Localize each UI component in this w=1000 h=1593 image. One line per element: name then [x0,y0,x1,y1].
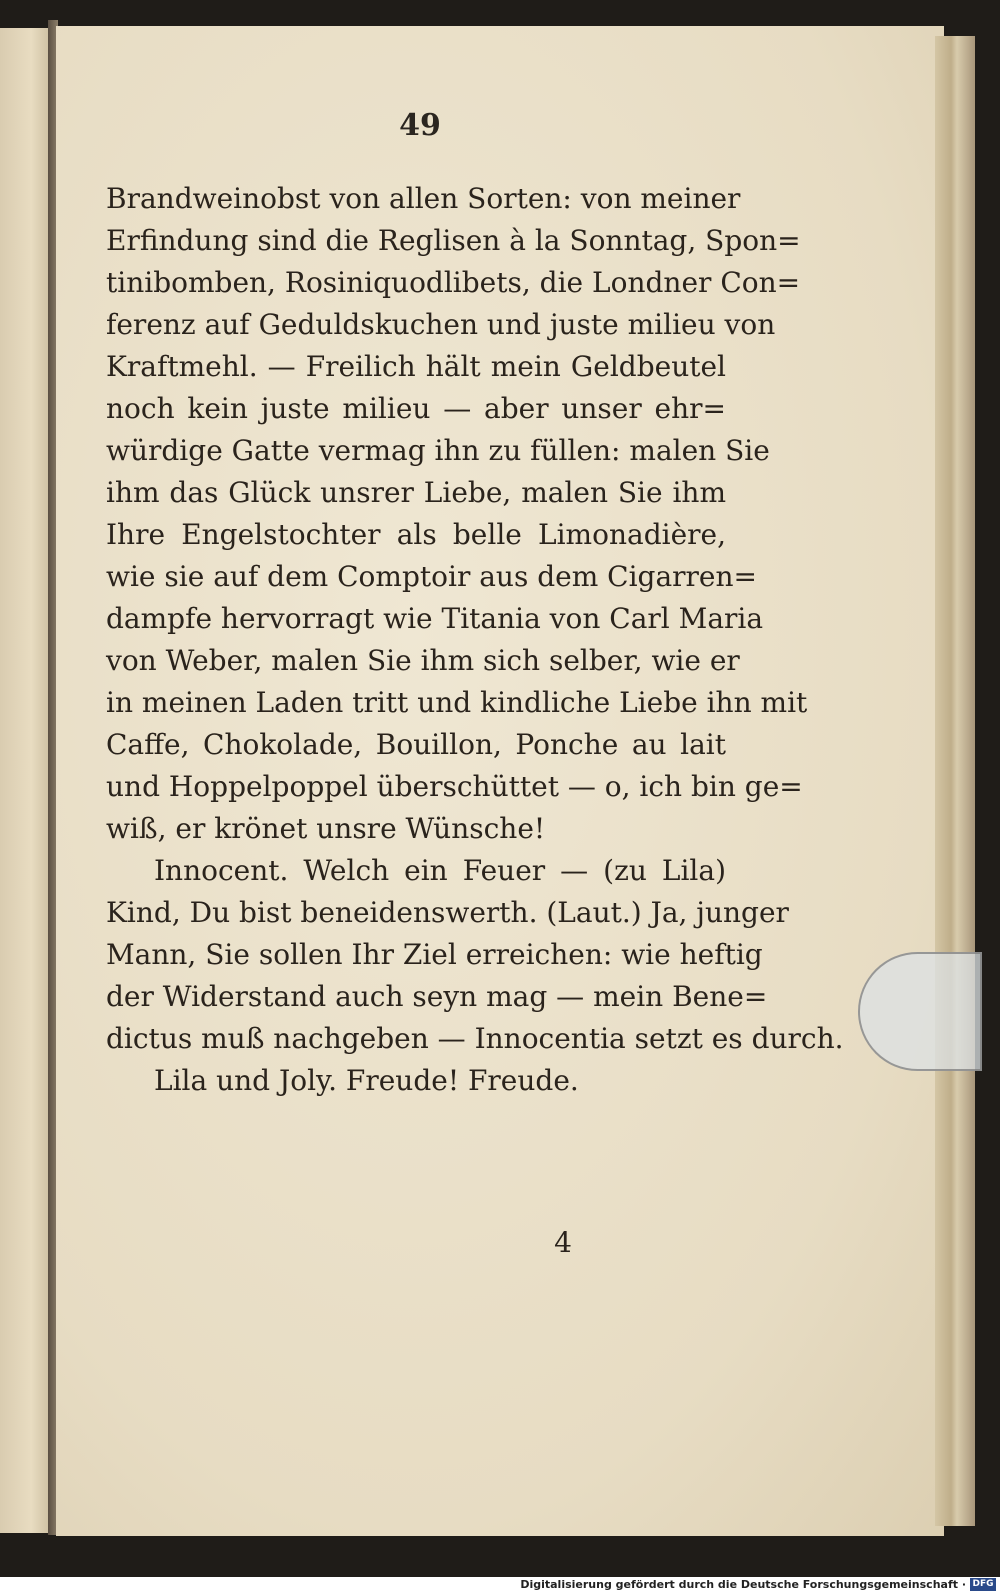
left-page-edge [0,28,52,1533]
text-line: wie sie auf dem Comptoir aus dem Cigarren= [106,560,757,593]
text-line: Kind, Du bist beneidenswerth. (Laut.) Ja, junger [106,896,789,929]
text-line: wiß, er krönet unsre Wünsche! [106,812,546,845]
text-line: ihm das Glück unsrer Liebe, malen Sie ihm [106,476,726,509]
page-clip-holder [858,952,982,1071]
text-line: Mann, Sie sollen Ihr Ziel erreichen: wie heftig [106,938,763,971]
text-line: Brandweinobst von allen Sorten: von meiner [106,182,741,215]
speaker-line: Innocent. Welch ein Feuer — (zu Lila) [154,854,726,887]
text-line: dampfe hervorragt wie Titania von Carl Maria [106,602,764,635]
text-line: würdige Gatte vermag ihn zu füllen: malen Sie [106,434,770,467]
dfg-logo: DFG [970,1578,996,1591]
signature-mark: 4 [554,1226,572,1259]
text-line: noch kein juste milieu — aber unser ehr= [106,392,726,425]
text-line: tinibomben, Rosiniquodlibets, die Londner Con= [106,266,801,299]
text-line: der Widerstand auch seyn mag — mein Bene= [106,980,768,1013]
text-line: Ihre Engelstochter als belle Limonadière, [106,518,726,551]
text-line: dictus muß nachgeben — Innocentia setzt es durch. [106,1022,844,1055]
text-line: Caffe, Chokolade, Bouillon, Ponche au lait [106,728,726,761]
speaker-line: Lila und Joly. Freude! Freude. [154,1064,579,1097]
text-line: in meinen Laden tritt und kindliche Liebe ihn mit [106,686,808,719]
body-text [106,178,844,1102]
page-number: 49 [399,108,441,143]
text-line: ferenz auf Geduldskuchen und juste milieu von [106,308,776,341]
text-line: Kraftmehl. — Freilich hält mein Geldbeutel [106,350,726,383]
text-line: und Hoppelpoppel überschüttet — o, ich bin ge= [106,770,803,803]
text-line: von Weber, malen Sie ihm sich selber, wie er [106,644,740,677]
page-stack-edge [935,36,975,1526]
text-line: Erfindung sind die Reglisen à la Sonntag, Spon= [106,224,801,257]
footer-credit: Digitalisierung gefördert durch die Deutsche Forschungsgemeinschaft · [520,1578,966,1591]
